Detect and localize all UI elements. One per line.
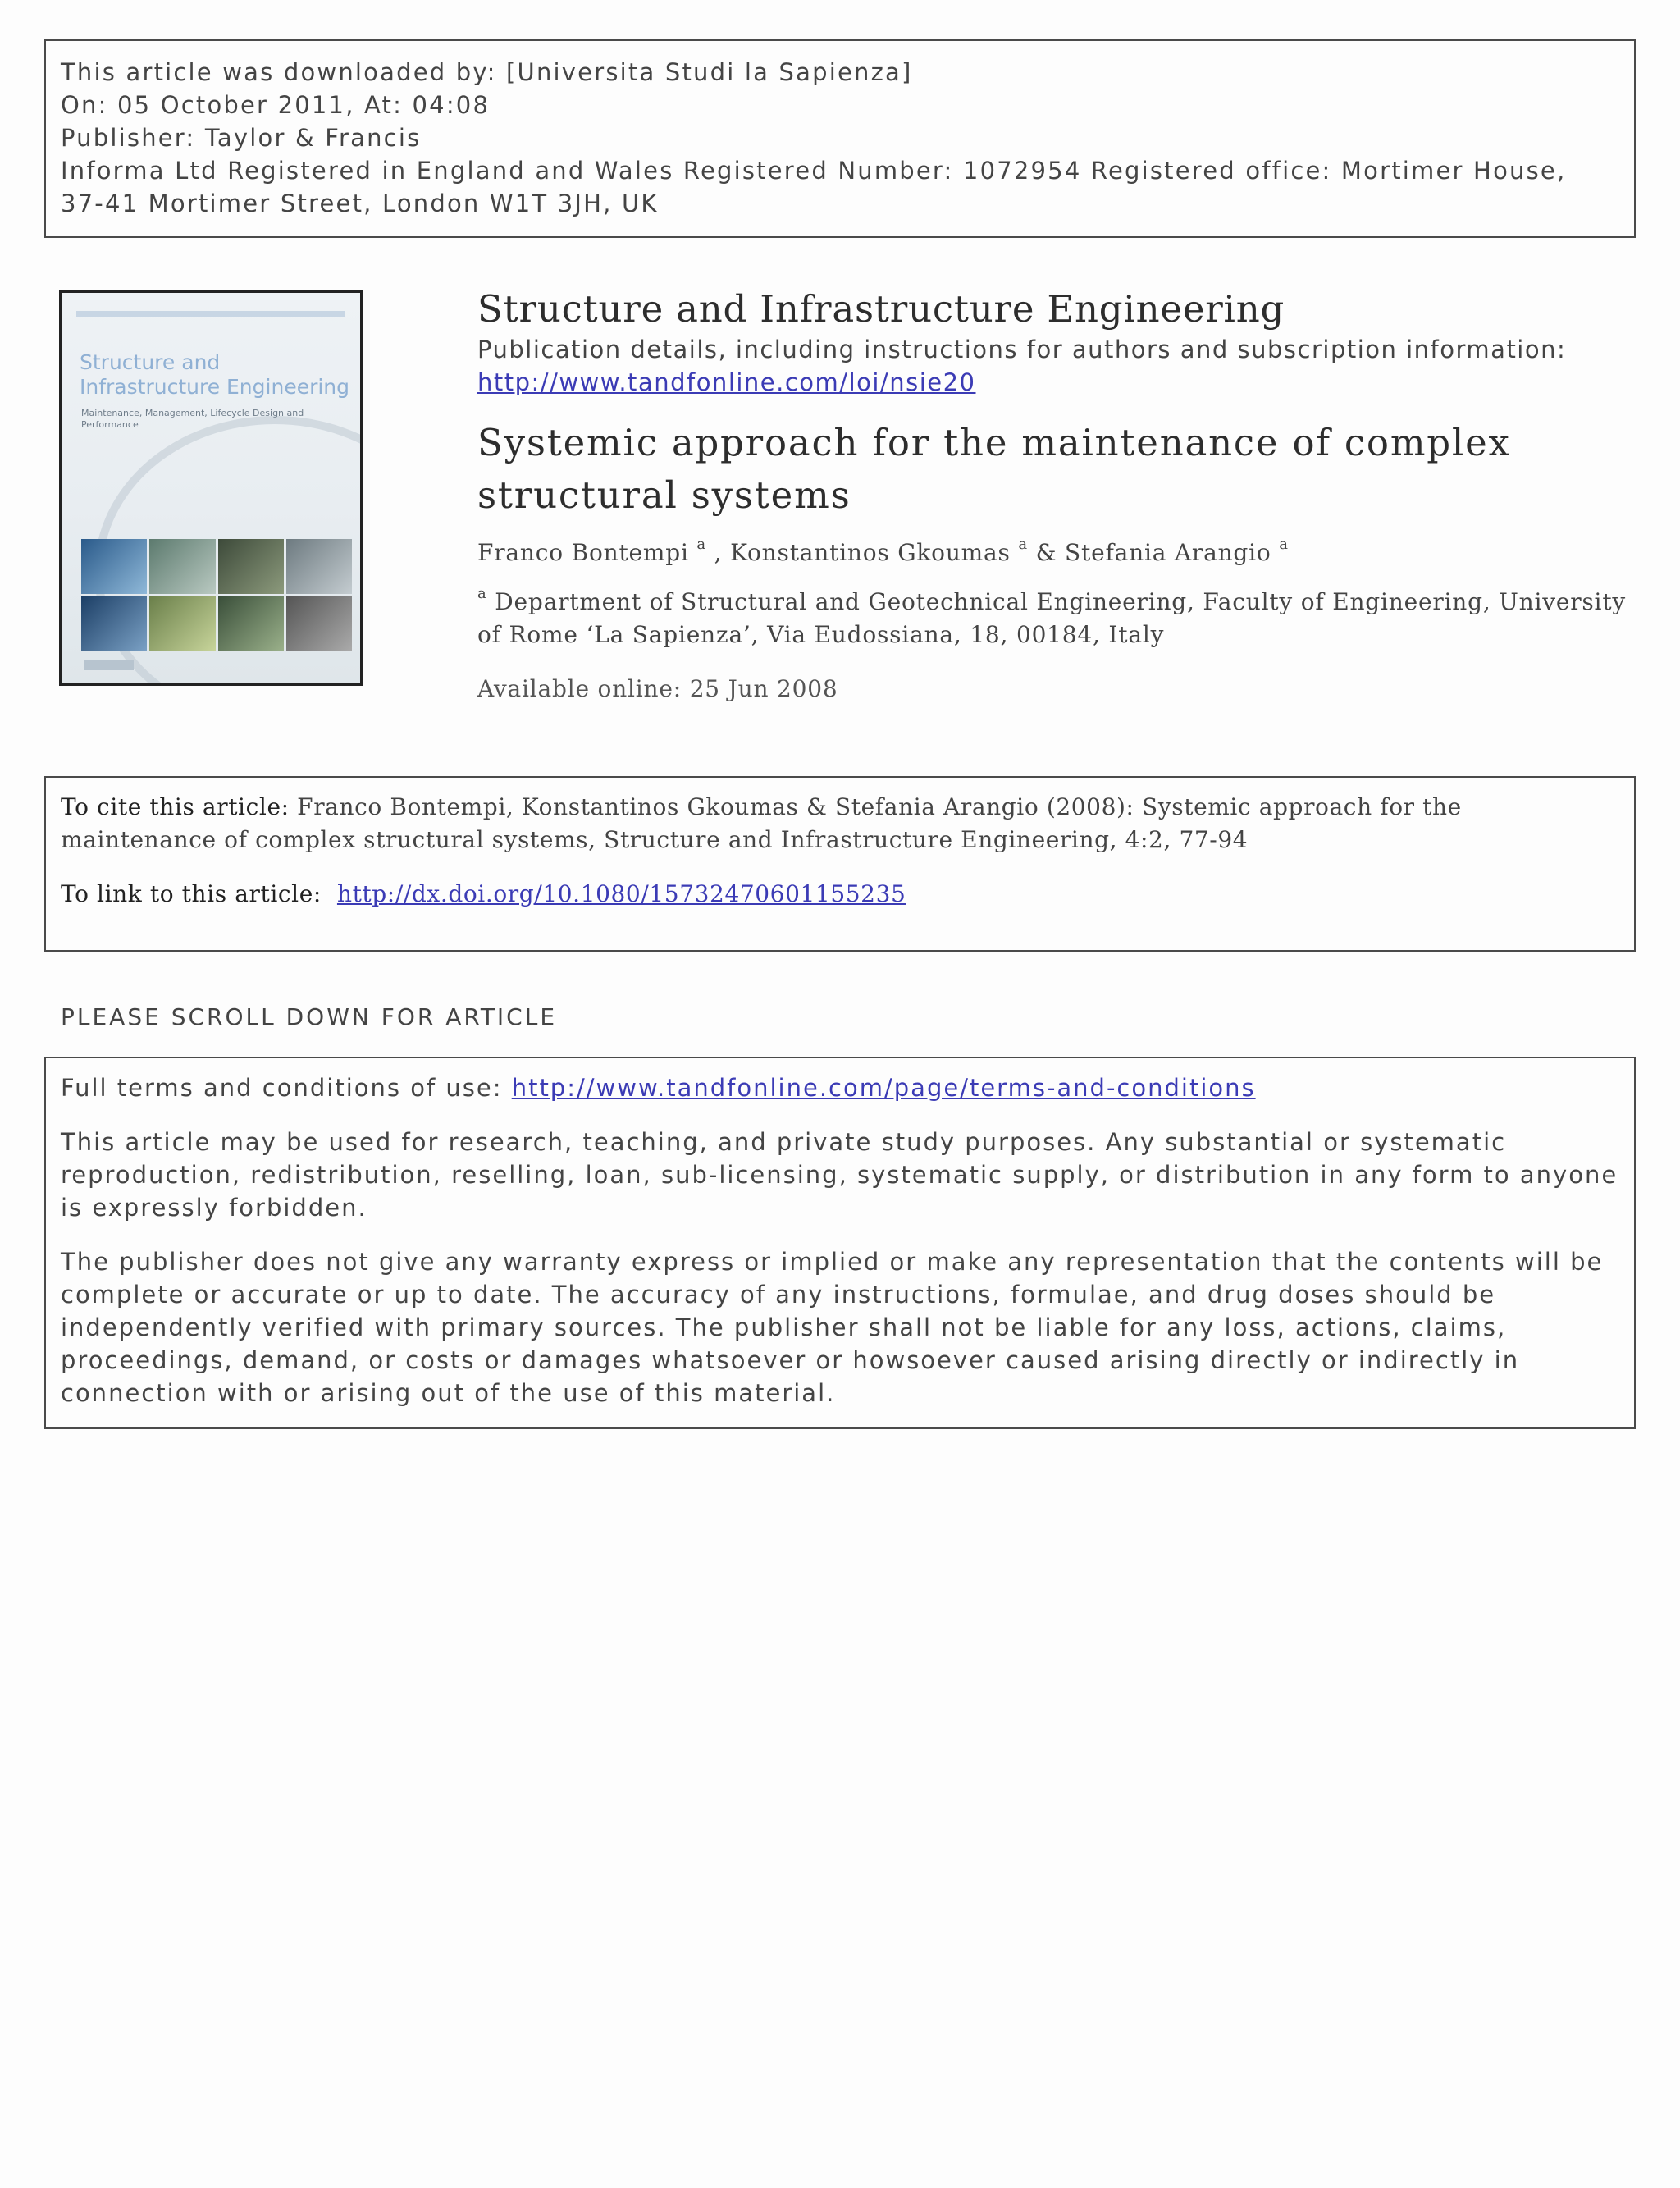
cover-photo	[149, 539, 215, 594]
download-info-box	[44, 39, 1636, 238]
cover-photo	[286, 539, 352, 594]
cover-title	[80, 350, 349, 400]
link-paragraph	[61, 878, 1619, 911]
cover-photo	[81, 539, 147, 594]
scroll-notice: PLEASE SCROLL DOWN FOR ARTICLE	[61, 1003, 558, 1030]
registered-office-line: Informa Ltd Registered in England and Wales Registered Number: 1072954 Registered office: Mortimer House,	[61, 157, 1567, 185]
cover-photo-grid	[81, 539, 352, 651]
article-title: Systemic approach for the maintenance of complex structural systems	[477, 421, 1511, 517]
downloaded-by-line: This article was downloaded by: [Universita Studi la Sapienza]	[61, 58, 913, 86]
cover-photo	[218, 596, 284, 651]
author-name: Franco Bontempi	[477, 539, 689, 566]
doi-link[interactable]: http://dx.doi.org/10.1080/15732470601155235	[336, 880, 906, 907]
cover-title-line2: Infrastructure Engineering	[80, 375, 350, 399]
cover-subtitle: Maintenance, Management, Lifecycle Design and Performance	[81, 408, 304, 430]
cover-photo	[81, 596, 147, 651]
cover-photo	[286, 596, 352, 651]
cover-photo	[218, 539, 284, 594]
article-info	[477, 285, 1642, 706]
journal-url-link[interactable]: http://www.tandfonline.com/loi/nsie20	[477, 368, 976, 396]
usage-paragraph: This article may be used for research, teaching, and private study purposes. Any substantial or systematic reproduction, redistribution, reselling, loan, sub-licensing, systematic supply, or distribution in any form to anyone is expressly forbidden.	[61, 1128, 1618, 1222]
affiliation-marker: a	[696, 536, 706, 553]
publisher-logo	[84, 660, 134, 670]
cover-top-bar	[76, 311, 345, 317]
cover-title-line1: Structure and	[80, 350, 221, 374]
terms-box	[44, 1057, 1636, 1429]
link-label: To link to this article:	[61, 880, 322, 907]
citation-box	[44, 776, 1636, 952]
terms-link[interactable]: http://www.tandfonline.com/page/terms-and-conditions	[511, 1074, 1256, 1102]
affiliation-text: Department of Structural and Geotechnical Engineering, Faculty of Engineering, University of Rome ‘La Sapienza’, Via Eudossiana, 18, 00184, Italy	[477, 588, 1626, 648]
address-line: 37-41 Mortimer Street, London W1T 3JH, UK	[61, 190, 659, 217]
affiliation-marker: a	[1279, 536, 1289, 553]
available-online-date: Available online: 25 Jun 2008	[477, 675, 838, 702]
affiliation-marker: a	[477, 585, 487, 602]
journal-cover-image	[59, 290, 363, 686]
download-date-line: On: 05 October 2011, At: 04:08	[61, 91, 491, 119]
cite-label: To cite this article:	[61, 793, 290, 820]
cover-photo	[149, 596, 215, 651]
citation-text: Franco Bontempi, Konstantinos Gkoumas & Stefania Arangio (2008): Systemic approach for the maintenance of complex structural systems, Structure and Infrastructure Engineering, 4:2, 77-94	[61, 793, 1462, 853]
citation-paragraph	[61, 791, 1619, 856]
affiliation	[477, 578, 1642, 651]
author-name: Konstantinos Gkoumas	[730, 539, 1011, 566]
journal-title: Structure and Infrastructure Engineering	[477, 287, 1285, 331]
authors: Franco Bontempi $^a$ , Konstantinos Gkoumas $^a$ & Stefania Arangio $^a$	[477, 536, 1289, 566]
affiliation-marker: a	[1018, 536, 1028, 553]
terms-link-line	[61, 1071, 1619, 1104]
terms-label: Full terms and conditions of use:	[61, 1074, 503, 1102]
author-name: Stefania Arangio	[1065, 539, 1271, 566]
publisher-line: Publisher: Taylor & Francis	[61, 124, 422, 152]
publication-details: Publication details, including instructions for authors and subscription information:	[477, 336, 1567, 363]
disclaimer-paragraph: The publisher does not give any warranty express or implied or make any representation that the contents will be complete or accurate or up to date. The accuracy of any instructions, formulae, and drug doses should be independently verified with primary sources. The publisher shall not be liable for any loss, actions, claims, proceedings, demand, or costs or damages whatsoever or howsoever caused arising directly or indirectly in connection with or arising out of the use of this material.	[61, 1248, 1604, 1407]
